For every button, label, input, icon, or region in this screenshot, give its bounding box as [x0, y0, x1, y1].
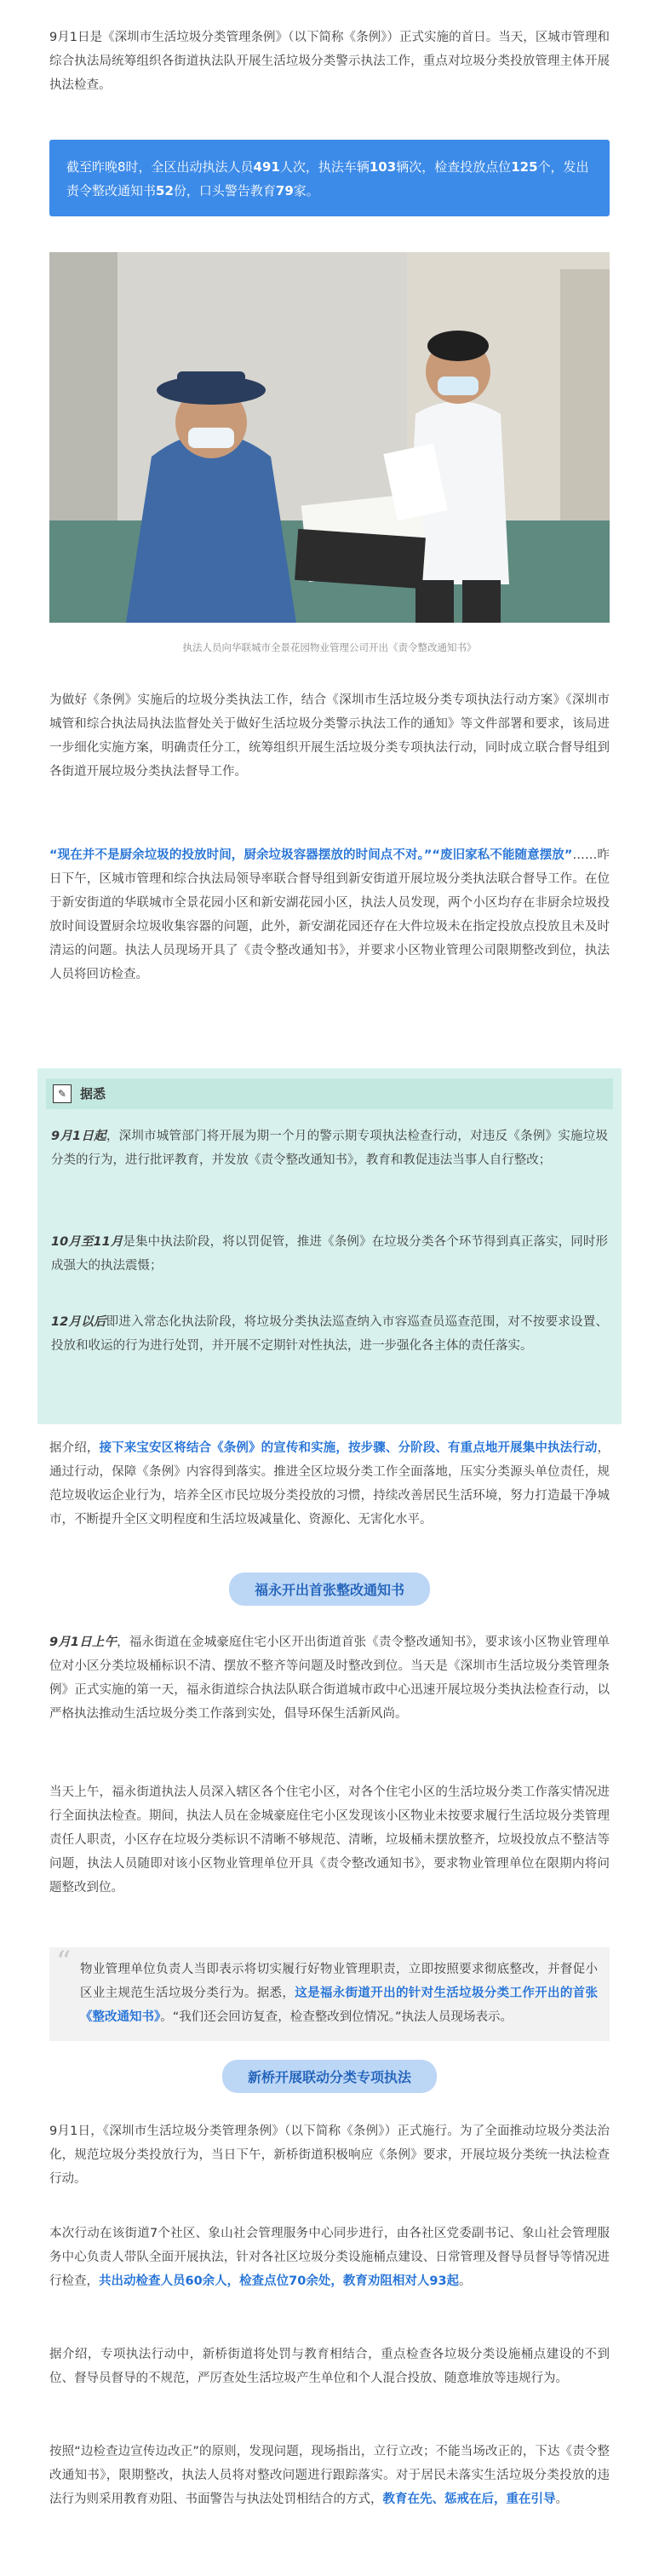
- section-title-fuyong: 福永开出首张整改通知书: [229, 1573, 430, 1606]
- para-fuyong: [49, 1630, 610, 1726]
- para-xinqiao-principle-end: 。: [555, 2493, 568, 2506]
- stats-mid2: 辆次，检查投放点位: [396, 159, 512, 175]
- stats-prefix: 截至昨晚8时，全区出动执法人员: [66, 159, 254, 175]
- para-xinqiao-action-start: 本次行动在该街道7个社区、象山社会管理服务中心同步进行，由各社区党委副书记、象山社会管理服务中心负责人带队全面开展执法，针对各社区垃圾分类设施桶点建设、日常管理及督导员督导等情况进行检查，: [49, 2227, 610, 2288]
- photo-illustration: [49, 252, 610, 623]
- stats-vehicles: 103: [369, 159, 397, 175]
- stats-points: 125: [511, 159, 538, 175]
- stats-suffix: 家。: [293, 183, 319, 198]
- info-box-title: 据悉: [80, 1086, 106, 1101]
- info-item-2: [51, 1230, 608, 1278]
- para-fuyong-date: 9月1日上午: [49, 1636, 117, 1649]
- info-box: [37, 1068, 622, 1424]
- para-plan: 为做好《条例》实施后的垃圾分类执法工作，结合《深圳市生活垃圾分类专项执法行动方案》《深圳市城管和综合执法局执法监督处关于做好生活垃圾分类警示执法工作的通知》等文件部署和要求，该局进一步细化实施方案，明确责任分工，统筹组织开展生活垃圾分类专项执法行动，同时成立联合督导组到各街道开展垃圾分类执法督导工作。: [49, 693, 610, 779]
- para-fuyong-detail: 当天上午，福永街道执法人员深入辖区各个住宅小区，对各个住宅小区的生活垃圾分类工作落实情况进行全面执法检查。期间，执法人员在金城豪庭住宅小区发现该小区物业未按要求履行生活垃圾分类管理责任人职责，小区存在垃圾分类标识不清晰不够规范、清晰，垃圾桶未摆放整齐，垃圾投放点不整洁等问题，执法人员随即对该小区物业管理单位开具《责令整改通知书》，要求物业管理单位在限期内将问题整改到位。: [49, 1785, 610, 1895]
- stats-mid4: 份，口头警告教育: [173, 183, 276, 198]
- stats-notices: 52: [156, 183, 174, 198]
- info-item-2-text: 是集中执法阶段，将以罚促管，推进《条例》在垃圾分类各个环节得到真正落实，同时形成强大的执法震慑；: [51, 1235, 609, 1273]
- para-xinqiao-principle: [49, 2440, 610, 2511]
- quote-end: 。“我们还会回访复查，检查整改到位情况。”执法人员现场表示。: [160, 2010, 513, 2024]
- photo-caption: 执法人员向华联城市全景花园物业管理公司开出《责令整改通知书》: [182, 641, 477, 653]
- enforcement-photo: [49, 252, 610, 623]
- stats-highlight-box: [49, 140, 610, 216]
- pencil-icon: ✎: [53, 1084, 72, 1103]
- stats-mid3: 个，发出责令整改通知书: [66, 159, 589, 198]
- para-xinqiao-action: [49, 2222, 610, 2293]
- para-xinqiao-action-end: 。: [459, 2274, 472, 2288]
- quote-mark-icon: “: [56, 1945, 72, 1979]
- info-item-2-date: 10月至11月: [51, 1235, 123, 1249]
- para-xinqiao-action-highlight: 共出动检查人员60余人，检查点位70余处，教育劝阻相对人93起: [99, 2274, 460, 2288]
- para-inspection-body: ……昨日下午，区城市管理和综合执法局领导率联合督导组到新安街道开展垃圾分类执法联合督导工作。在位于新安街道的华联城市全景花园小区和新安湖花园小区，执法人员发现，两个小区均存在非厨余垃圾投放时间设置厨余垃圾收集容器的问题，此外，新安湖花园还存在大件垃圾未在指定投放点投放且未及时清运的问题。执法人员现场开具了《责令整改通知书》，并要求小区物业管理公司限期整改到位，执法人员将回访检查。: [49, 848, 610, 981]
- para-plan-next: [49, 1436, 610, 1532]
- info-item-1: [51, 1124, 608, 1172]
- section-tag-fuyong: [0, 1573, 659, 1606]
- para-xinqiao-focus: 据介绍，专项执法行动中，新桥街道将处罚与教育相结合，重点检查各垃圾分类设施桶点建设的不到位、督导员督导的不规范，严厉查处生活垃圾产生单位和个人混合投放、随意堆放等违规行为。: [49, 2348, 610, 2385]
- info-item-3-text: 即进入常态化执法阶段，将垃圾分类执法巡查纳入市容巡查员巡查范围，对不按要求设置、投放和收运的行为进行处罚，并开展不定期针对性执法，进一步强化各主体的责任落实。: [51, 1315, 608, 1353]
- quote-start: 物业管理单位负责人当即表示将切实履行好物业管理职责，立即按照要求彻底整改，并督促小区业主规范生活垃圾分类行为。据悉，: [80, 1963, 598, 2000]
- section-tag-xinqiao: [0, 2060, 659, 2093]
- info-item-1-text: ，深圳市城管部门将开展为期一个月的警示期专项执法检查行动，对违反《条例》实施垃圾分类的行为，进行批评教育，并发放《责令整改通知书》，教育和教促违法当事人自行整改；: [51, 1130, 608, 1167]
- para-inspection: [49, 843, 610, 986]
- para-xinqiao: 9月1日，《深圳市生活垃圾分类管理条例》（以下简称《条例》）正式施行。为了全面推动垃圾分类法治化，规范垃圾分类投放行为，当日下午，新桥街道积极响应《条例》要求，开展垃圾分类统一执法检查行动。: [49, 2125, 610, 2186]
- stats-persons: 491: [253, 159, 280, 175]
- info-item-3-date: 12月以后: [51, 1315, 106, 1329]
- quote-box: [49, 1947, 610, 2041]
- para-inspection-quote: “现在并不是厨余垃圾的投放时间，厨余垃圾容器摆放的时间点不对。”“废旧家私不能随意摆放”: [49, 848, 573, 862]
- para-plan-next-lead: 据介绍，: [49, 1441, 100, 1455]
- quote-text: [80, 1958, 598, 2029]
- section-title-xinqiao: 新桥开展联动分类专项执法: [222, 2060, 437, 2093]
- para-xinqiao-principle-start: 按照“边检查边宣传边改正”的原则，发现问题，现场指出，立行立改；不能当场改正的，下达《责令整改通知书》，限期整改，执法人员将对整改问题进行跟踪落实。对于居民未落实生活垃圾分类投放的违法行为则采用教育劝阻、书面警告与执法处罚相结合的方式，: [49, 2445, 610, 2506]
- para-plan-next-highlight: 接下来宝安区将结合《条例》的宣传和实施，按步骤、分阶段、有重点地开展集中执法行动: [99, 1441, 598, 1455]
- para-fuyong-body: ，福永街道在金城豪庭住宅小区开出街道首张《责令整改通知书》，要求该小区物业管理单位对小区分类垃圾桶标识不清、摆放不整齐等问题及时整改到位。当天是《深圳市生活垃圾分类管理条例》正式实施的第一天，福永街道综合执法队联合街道城市政中心迅速开展垃圾分类执法检查行动，以严格执法推动生活垃圾分类工作落到实处，倡导环保生活新风尚。: [49, 1636, 610, 1721]
- info-item-3: [51, 1310, 608, 1358]
- info-box-header: [46, 1078, 613, 1109]
- para-xinqiao-principle-highlight: 教育在先、惩戒在后，重在引导: [382, 2493, 556, 2506]
- stats-warnings: 79: [275, 183, 294, 198]
- stats-mid1: 人次，执法车辆: [279, 159, 370, 175]
- intro-paragraph: 9月1日是《深圳市生活垃圾分类管理条例》（以下简称《条例》）正式实施的首日。当天，区城市管理和综合执法局统筹组织各街道执法队开展生活垃圾分类警示执法工作，重点对垃圾分类投放管理主体开展执法检查。: [49, 31, 610, 92]
- info-item-1-date: 9月1日起: [51, 1130, 106, 1143]
- para-plan-next-body: ，通过行动，保障《条例》内容得到落实。推进全区垃圾分类工作全面落地，压实分类源头单位责任，规范垃圾收运企业行为，培养全区市民垃圾分类投放的习惯，持续改善居民生活环境，努力打造最干净城市，不断提升全区文明程度和生活垃圾减量化、资源化、无害化水平。: [49, 1441, 610, 1527]
- quote-highlight: 这是福永街道开出的针对生活垃圾分类工作开出的首张《整改通知书》: [80, 1987, 599, 2024]
